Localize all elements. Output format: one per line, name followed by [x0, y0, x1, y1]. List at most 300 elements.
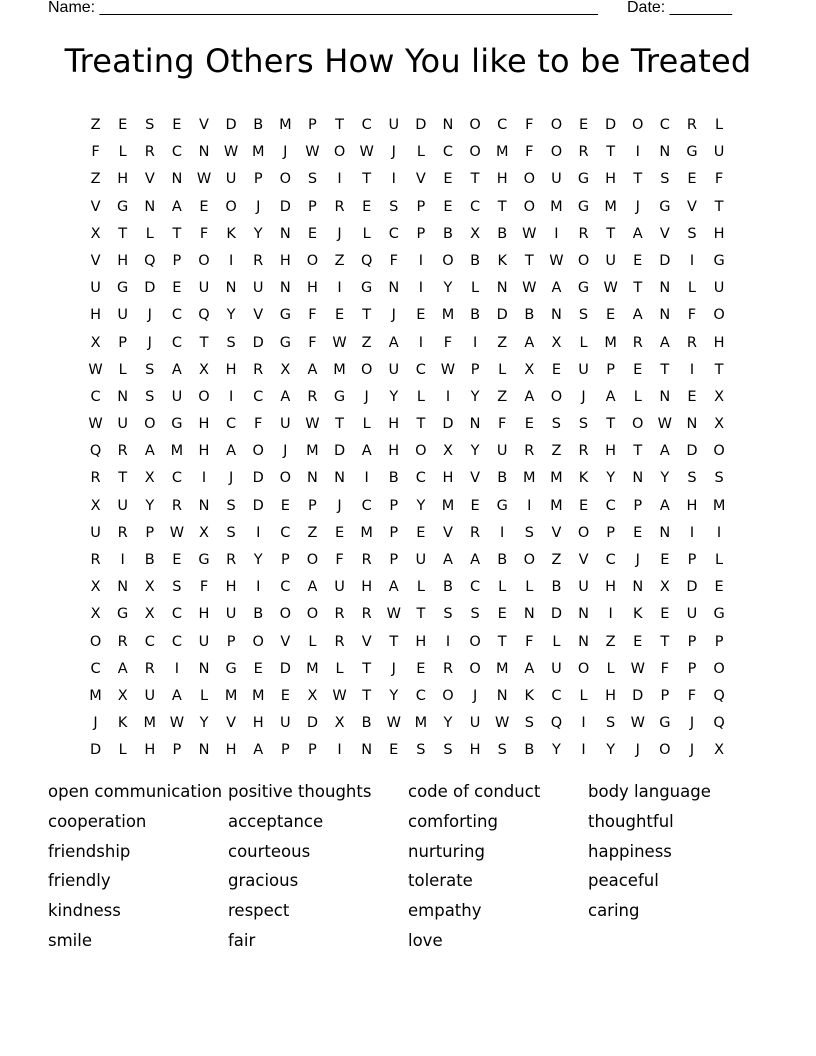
- grid-letter: A: [144, 443, 155, 460]
- grid-letter: T: [416, 606, 426, 623]
- grid-letter: Q: [713, 687, 725, 704]
- word-list-item: caring: [588, 901, 640, 921]
- grid-letter: L: [633, 388, 642, 405]
- grid-letter: C: [226, 416, 237, 433]
- grid-letter: M: [550, 470, 563, 487]
- grid-letter: I: [391, 171, 396, 188]
- grid-letter: E: [551, 361, 561, 378]
- grid-letter: P: [687, 660, 697, 677]
- grid-letter: Q: [198, 307, 210, 324]
- grid-letter: Y: [199, 715, 209, 732]
- grid-letter: P: [633, 497, 643, 514]
- grid-letter: M: [604, 334, 617, 351]
- grid-letter: N: [659, 144, 671, 161]
- grid-letter: L: [118, 742, 127, 759]
- grid-letter: I: [337, 280, 342, 297]
- grid-letter: E: [416, 660, 426, 677]
- grid-letter: X: [199, 361, 209, 378]
- word-list-item: courteous: [228, 841, 311, 861]
- grid-letter: Y: [145, 497, 155, 514]
- grid-letter: F: [525, 117, 534, 133]
- grid-letter: E: [687, 171, 697, 188]
- grid-letter: L: [579, 687, 588, 704]
- grid-letter: L: [335, 660, 344, 677]
- grid-letter: A: [524, 334, 535, 351]
- grid-letter: O: [442, 687, 454, 704]
- grid-letter: N: [279, 280, 291, 297]
- grid-letter: I: [554, 225, 559, 242]
- grid-letter: Z: [90, 171, 101, 188]
- grid-letter: U: [117, 416, 128, 433]
- grid-letter: T: [714, 198, 724, 215]
- grid-letter: E: [714, 579, 724, 596]
- grid-letter: R: [144, 660, 155, 677]
- grid-letter: T: [362, 307, 372, 324]
- grid-letter: B: [388, 470, 399, 487]
- grid-letter: T: [606, 416, 616, 433]
- word-list-item: gracious: [228, 871, 299, 891]
- grid-letter: C: [551, 687, 562, 704]
- grid-letter: A: [524, 388, 535, 405]
- grid-letter: O: [360, 361, 373, 378]
- grid-letter: T: [470, 171, 480, 188]
- grid-letter: I: [201, 470, 207, 487]
- grid-letter: L: [118, 361, 127, 378]
- grid-letter: L: [525, 579, 534, 596]
- grid-letter: L: [199, 687, 209, 704]
- grid-letter: W: [305, 416, 320, 433]
- word-list-item: positive thoughts: [228, 782, 372, 801]
- grid-letter: A: [659, 497, 670, 514]
- grid-letter: U: [252, 280, 264, 297]
- grid-letter: Y: [253, 552, 263, 568]
- grid-letter: D: [252, 470, 264, 487]
- grid-letter: E: [172, 552, 182, 568]
- grid-letter: K: [632, 606, 643, 623]
- grid-letter: U: [551, 660, 562, 677]
- grid-letter: D: [144, 280, 156, 297]
- grid-letter: N: [361, 742, 373, 759]
- grid-letter: A: [524, 660, 535, 677]
- grid-letter: R: [470, 524, 481, 541]
- grid-letter: R: [253, 361, 264, 378]
- grid-letter: M: [550, 198, 563, 215]
- grid-letter: D: [415, 117, 427, 133]
- grid-letter: L: [362, 416, 371, 433]
- grid-letter: U: [578, 361, 589, 378]
- grid-letter: M: [523, 470, 536, 487]
- grid-letter: U: [551, 171, 562, 188]
- grid-letter: N: [171, 171, 183, 188]
- grid-letter: E: [172, 117, 182, 133]
- grid-letter: H: [225, 361, 237, 378]
- grid-letter: F: [254, 416, 263, 433]
- grid-letter: P: [714, 633, 724, 650]
- grid-letter: F: [525, 144, 534, 161]
- grid-letter: U: [280, 715, 291, 732]
- grid-letter: B: [470, 307, 481, 324]
- word-list-item: love: [408, 930, 443, 950]
- grid-letter: J: [147, 307, 152, 324]
- grid-letter: I: [120, 552, 125, 568]
- grid-letter: V: [280, 633, 291, 650]
- grid-letter: H: [713, 225, 725, 242]
- grid-letter: R: [171, 497, 182, 514]
- grid-letter: V: [253, 307, 264, 324]
- grid-letter: E: [334, 307, 345, 324]
- grid-letter: N: [334, 470, 345, 487]
- grid-letter: S: [307, 171, 318, 188]
- grid-letter: C: [361, 117, 372, 133]
- grid-letter: S: [606, 715, 616, 732]
- grid-letter: G: [333, 388, 346, 405]
- grid-letter: M: [604, 198, 617, 215]
- grid-letter: G: [117, 606, 129, 623]
- grid-letter: V: [90, 252, 101, 269]
- grid-letter: Q: [360, 252, 373, 269]
- grid-letter: O: [632, 117, 644, 133]
- grid-letter: R: [307, 388, 318, 405]
- grid-letter: N: [496, 687, 508, 704]
- grid-letter: J: [635, 198, 640, 215]
- grid-letter: C: [144, 633, 155, 650]
- grid-letter: U: [117, 307, 128, 324]
- grid-letter: A: [307, 579, 318, 596]
- grid-letter: N: [659, 524, 671, 541]
- grid-letter: F: [687, 307, 697, 324]
- grid-letter: E: [497, 606, 507, 623]
- grid-letter: W: [223, 144, 239, 161]
- grid-letter: E: [362, 198, 372, 215]
- grid-letter: E: [389, 742, 399, 759]
- grid-letter: F: [498, 416, 507, 433]
- grid-letter: X: [524, 361, 535, 378]
- grid-letter: X: [90, 225, 101, 242]
- grid-letter: I: [635, 144, 640, 161]
- grid-letter: J: [635, 742, 640, 759]
- grid-letter: D: [659, 252, 671, 269]
- grid-letter: Y: [470, 443, 480, 460]
- grid-letter: W: [88, 416, 103, 433]
- grid-letter: F: [687, 687, 697, 704]
- grid-letter: H: [225, 742, 237, 759]
- grid-letter: J: [228, 470, 234, 487]
- grid-letter: Y: [551, 742, 561, 759]
- word-list-item: nurturing: [408, 841, 485, 861]
- grid-letter: O: [306, 606, 319, 623]
- grid-letter: Q: [89, 443, 102, 460]
- grid-letter: J: [93, 715, 98, 732]
- grid-letter: P: [308, 198, 317, 215]
- grid-letter: P: [660, 687, 670, 704]
- grid-letter: C: [253, 388, 264, 405]
- word-list-item: thoughtful: [588, 811, 674, 831]
- word-list-item: acceptance: [228, 811, 324, 831]
- grid-letter: V: [199, 117, 209, 133]
- grid-letter: I: [445, 633, 451, 650]
- grid-letter: K: [578, 470, 589, 487]
- grid-letter: R: [90, 552, 101, 568]
- grid-letter: X: [470, 225, 481, 242]
- grid-letter: C: [171, 144, 182, 161]
- grid-letter: U: [388, 117, 400, 133]
- grid-letter: H: [361, 579, 373, 596]
- grid-letter: U: [90, 280, 101, 297]
- grid-letter: H: [279, 252, 291, 269]
- grid-letter: H: [713, 334, 725, 351]
- grid-letter: F: [199, 225, 209, 242]
- word-list-item: code of conduct: [408, 782, 541, 801]
- grid-letter: G: [117, 280, 129, 297]
- grid-letter: N: [659, 280, 671, 297]
- grid-letter: O: [252, 443, 264, 460]
- grid-letter: X: [334, 715, 345, 732]
- grid-letter: W: [359, 144, 374, 161]
- grid-letter: W: [332, 687, 347, 704]
- grid-letter: I: [472, 334, 478, 351]
- grid-letter: W: [169, 715, 185, 732]
- grid-letter: C: [415, 470, 426, 487]
- grid-letter: P: [226, 633, 236, 650]
- grid-letter: N: [659, 307, 671, 324]
- grid-letter: I: [174, 660, 180, 677]
- word-list-item: kindness: [48, 901, 121, 921]
- grid-letter: U: [469, 715, 481, 732]
- grid-letter: J: [147, 334, 152, 351]
- grid-letter: I: [228, 252, 234, 269]
- grid-letter: C: [497, 117, 508, 133]
- grid-letter: S: [578, 307, 589, 324]
- grid-letter: X: [714, 388, 725, 405]
- grid-letter: X: [659, 579, 670, 596]
- grid-letter: Y: [389, 388, 399, 405]
- grid-letter: E: [172, 280, 182, 297]
- grid-letter: H: [605, 579, 617, 596]
- grid-letter: M: [89, 687, 102, 704]
- grid-letter: J: [283, 443, 288, 460]
- grid-letter: Y: [470, 388, 480, 405]
- grid-letter: M: [414, 715, 428, 732]
- grid-letter: T: [714, 361, 724, 378]
- grid-letter: V: [659, 225, 670, 242]
- grid-letter: N: [388, 280, 400, 297]
- grid-letter: W: [603, 280, 618, 297]
- grid-letter: C: [470, 198, 481, 215]
- grid-letter: X: [144, 606, 155, 623]
- grid-letter: H: [252, 715, 264, 732]
- grid-letter: L: [606, 660, 615, 677]
- grid-letter: E: [524, 416, 534, 433]
- grid-letter: O: [89, 633, 102, 650]
- grid-letter: U: [686, 606, 698, 623]
- grid-letter: S: [714, 470, 724, 487]
- grid-letter: A: [280, 388, 291, 405]
- grid-letter: A: [307, 361, 318, 378]
- grid-letter: V: [687, 198, 697, 215]
- grid-letter: C: [415, 687, 426, 704]
- grid-letter: E: [416, 307, 426, 324]
- grid-letter: I: [716, 524, 722, 541]
- grid-letter: O: [469, 144, 481, 161]
- grid-letter: P: [606, 524, 615, 541]
- word-list-item: body language: [588, 782, 711, 801]
- grid-letter: T: [633, 443, 643, 460]
- grid-letter: S: [578, 416, 589, 433]
- grid-letter: U: [496, 443, 508, 460]
- grid-letter: R: [144, 144, 155, 161]
- grid-letter: E: [470, 497, 480, 514]
- grid-letter: G: [279, 334, 291, 351]
- grid-letter: N: [198, 660, 210, 677]
- grid-letter: R: [117, 524, 128, 541]
- grid-letter: E: [633, 361, 643, 378]
- grid-letter: Y: [606, 742, 616, 759]
- grid-letter: A: [443, 552, 453, 568]
- grid-letter: F: [335, 552, 344, 568]
- grid-letter: F: [308, 334, 317, 351]
- word-list-item: peaceful: [588, 871, 659, 891]
- grid-letter: O: [442, 252, 454, 269]
- grid-letter: P: [687, 552, 697, 568]
- grid-letter: A: [551, 280, 562, 297]
- grid-letter: N: [198, 144, 210, 161]
- grid-letter: E: [334, 524, 345, 541]
- grid-letter: R: [90, 470, 101, 487]
- grid-letter: G: [577, 171, 590, 188]
- grid-letter: G: [225, 660, 237, 677]
- grid-letter: P: [389, 524, 399, 541]
- grid-letter: C: [470, 579, 481, 596]
- grid-letter: O: [279, 171, 292, 188]
- grid-letter: T: [335, 117, 344, 133]
- grid-letter: P: [389, 552, 399, 568]
- grid-letter: O: [713, 660, 725, 677]
- grid-letter: M: [170, 443, 184, 460]
- grid-letter: A: [171, 687, 182, 704]
- grid-letter: I: [581, 715, 586, 732]
- grid-letter: D: [442, 416, 454, 433]
- grid-letter: N: [442, 117, 454, 133]
- grid-letter: Q: [550, 715, 563, 732]
- grid-letter: V: [470, 470, 481, 487]
- grid-letter: M: [441, 307, 455, 324]
- grid-letter: C: [361, 497, 372, 514]
- grid-letter: X: [90, 497, 101, 514]
- grid-letter: R: [117, 633, 128, 650]
- grid-letter: J: [256, 198, 261, 215]
- grid-letter: H: [306, 280, 318, 297]
- grid-letter: I: [689, 361, 695, 378]
- grid-letter: O: [577, 660, 590, 677]
- grid-letter: R: [117, 443, 128, 460]
- grid-letter: N: [523, 606, 535, 623]
- grid-letter: V: [90, 198, 101, 215]
- grid-letter: R: [253, 252, 264, 269]
- grid-letter: E: [199, 198, 209, 215]
- grid-letter: P: [253, 171, 263, 188]
- grid-letter: T: [606, 144, 616, 161]
- grid-letter: C: [415, 361, 426, 378]
- grid-letter: N: [632, 470, 644, 487]
- grid-letter: K: [226, 225, 236, 242]
- grid-letter: A: [632, 307, 643, 324]
- grid-letter: P: [145, 524, 155, 541]
- grid-letter: R: [524, 443, 535, 460]
- grid-letter: L: [579, 334, 588, 351]
- grid-letter: G: [361, 280, 373, 297]
- grid-letter: X: [144, 470, 155, 487]
- word-list-item: fair: [228, 930, 256, 950]
- grid-letter: O: [713, 443, 725, 460]
- grid-letter: O: [550, 117, 563, 133]
- grid-letter: H: [605, 687, 617, 704]
- grid-letter: O: [713, 307, 725, 324]
- grid-letter: D: [496, 307, 508, 324]
- grid-letter: S: [226, 524, 236, 541]
- grid-letter: I: [337, 742, 342, 759]
- grid-letter: F: [308, 307, 317, 324]
- grid-letter: S: [443, 606, 453, 623]
- grid-letter: H: [198, 416, 210, 433]
- grid-letter: U: [117, 497, 128, 514]
- grid-letter: O: [523, 198, 536, 215]
- grid-letter: S: [389, 198, 399, 215]
- grid-letter: P: [416, 198, 426, 215]
- grid-letter: J: [337, 497, 342, 514]
- grid-letter: Z: [497, 334, 508, 351]
- grid-letter: Y: [443, 280, 453, 297]
- grid-letter: L: [498, 579, 507, 596]
- grid-letter: L: [308, 633, 317, 650]
- grid-letter: U: [225, 606, 237, 623]
- grid-letter: M: [251, 144, 265, 161]
- grid-letter: J: [635, 552, 640, 568]
- grid-letter: T: [524, 252, 534, 269]
- grid-letter: I: [256, 524, 261, 541]
- grid-letter: Q: [713, 715, 725, 732]
- grid-letter: A: [253, 742, 264, 759]
- grid-letter: K: [524, 687, 535, 704]
- grid-letter: C: [280, 579, 291, 596]
- grid-letter: T: [335, 416, 344, 433]
- grid-letter: P: [118, 334, 128, 351]
- grid-letter: F: [660, 660, 670, 677]
- grid-letter: G: [713, 252, 725, 269]
- grid-letter: U: [415, 552, 427, 568]
- grid-letter: J: [472, 687, 478, 704]
- grid-letter: I: [364, 470, 369, 487]
- grid-letter: S: [687, 470, 697, 487]
- grid-letter: V: [144, 171, 155, 188]
- grid-letter: O: [306, 252, 319, 269]
- grid-letter: A: [659, 334, 670, 351]
- grid-letter: U: [144, 687, 156, 704]
- grid-letter: L: [498, 361, 507, 378]
- grid-letter: T: [118, 470, 128, 487]
- grid-letter: N: [578, 606, 589, 623]
- grid-letter: G: [686, 144, 698, 161]
- grid-letter: G: [496, 497, 508, 514]
- grid-letter: O: [198, 388, 210, 405]
- grid-letter: B: [144, 552, 155, 568]
- grid-letter: X: [307, 687, 318, 704]
- grid-letter: L: [118, 144, 127, 161]
- grid-letter: B: [361, 715, 372, 732]
- grid-letter: E: [660, 552, 670, 568]
- grid-letter: T: [199, 334, 209, 351]
- grid-letter: W: [522, 225, 537, 242]
- grid-letter: N: [632, 579, 644, 596]
